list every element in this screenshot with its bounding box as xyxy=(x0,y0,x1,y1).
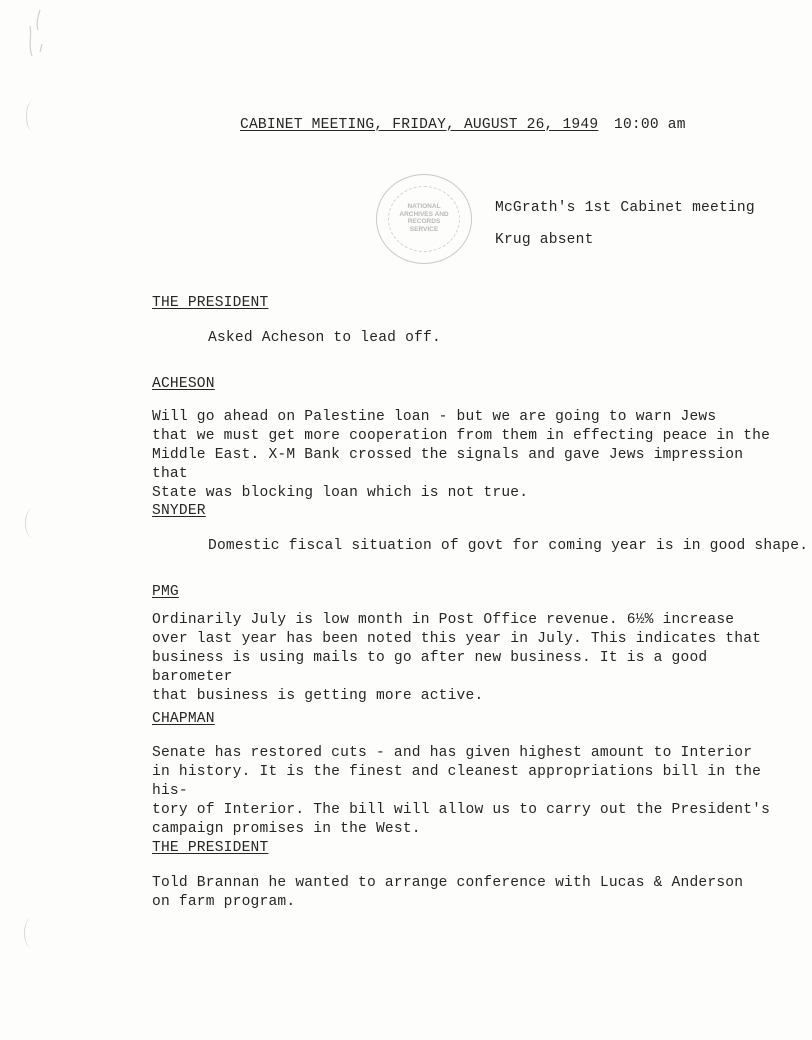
speaker-heading-pmg: PMG xyxy=(152,584,179,600)
meeting-time: 10:00 am xyxy=(614,117,686,133)
section-text-pmg: Ordinarily July is low month in Post Office revenue. 6½% increase over last year has been noted this year in July. This indicates that business is using mails to go after new business. It is a good barometer that business is getting more active. xyxy=(152,612,762,704)
section-text-president: Asked Acheson to lead off. xyxy=(208,330,441,346)
margin-scribble xyxy=(18,6,48,66)
archives-stamp xyxy=(376,174,472,264)
speaker-heading-acheson: ACHESON xyxy=(152,376,215,392)
margin-punch-mark-middle xyxy=(25,508,40,538)
margin-punch-mark-bottom xyxy=(24,918,39,948)
speaker-heading-president-2: THE PRESIDENT xyxy=(152,840,269,856)
stamp-text: NATIONAL ARCHIVES AND RECORDS SERVICE xyxy=(399,203,449,233)
speaker-heading-chapman: CHAPMAN xyxy=(152,711,215,727)
section-text-president-2: Told Brannan he wanted to arrange conference with Lucas & Anderson on farm program. xyxy=(152,875,744,910)
note-absent: Krug absent xyxy=(495,232,594,248)
speaker-heading-snyder: SNYDER xyxy=(152,503,206,519)
speaker-heading-president: THE PRESIDENT xyxy=(152,295,269,311)
section-text-snyder: Domestic fiscal situation of govt for coming year is in good shape. xyxy=(208,538,809,554)
note-first-meeting: McGrath's 1st Cabinet meeting xyxy=(495,200,755,216)
section-text-chapman: Senate has restored cuts - and has given highest amount to Interior in history. It is the finest and cleanest appropriations bill in the his- tory of Interior. The bill will allow us to carry out the President's campaign promises in the West. xyxy=(152,745,771,837)
margin-punch-mark-top xyxy=(26,100,41,132)
section-text-acheson: Will go ahead on Palestine loan - but we are going to warn Jews that we must get more cooperation from them in effecting peace in the Middle East. X-M Bank crossed the signals and gave Jews impression that State was blocking loan which is not true. xyxy=(152,409,771,501)
document-title: CABINET MEETING, FRIDAY, AUGUST 26, 1949 xyxy=(240,117,599,133)
